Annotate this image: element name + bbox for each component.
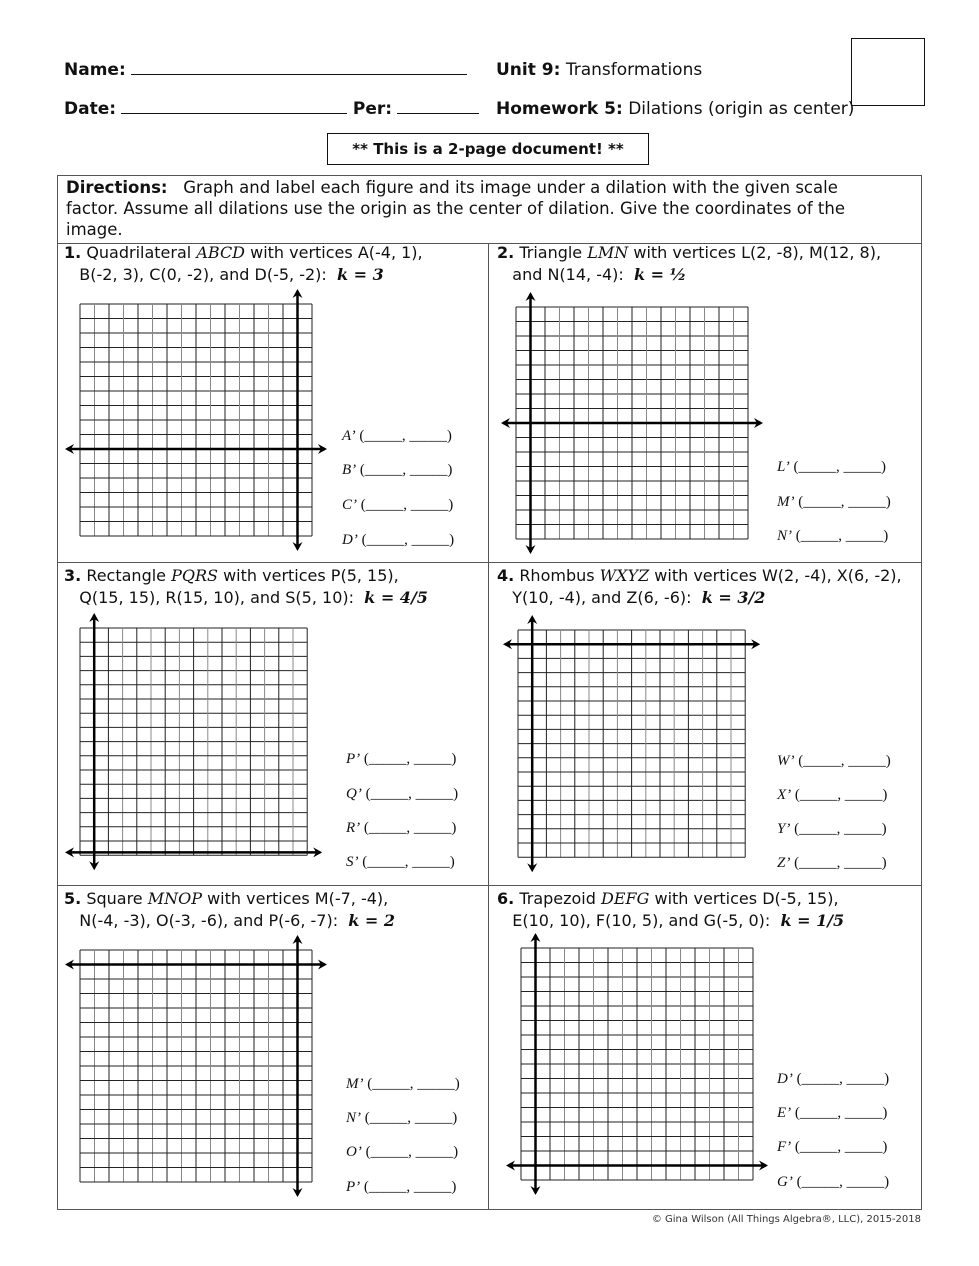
answer-5-2[interactable]: N’ (_____, _____) <box>346 1110 458 1126</box>
answer-5-1[interactable]: M’ (_____, _____) <box>346 1076 460 1092</box>
answer-4-4[interactable]: Z’ (_____, _____) <box>777 855 887 871</box>
coordinate-grid-2[interactable] <box>501 292 763 554</box>
coordinate-grid-5[interactable] <box>65 935 327 1197</box>
directions: Directions: Graph and label each figure and its image under a dilation with the given scale factor. Assume all dilations use the origin as the center of dilation. Give the coordinates of the image. <box>66 178 845 239</box>
score-box <box>851 38 925 106</box>
answer-6-1[interactable]: D’ (_____, _____) <box>777 1071 890 1087</box>
divider <box>488 243 489 1209</box>
answer-5-4[interactable]: P’ (_____, _____) <box>346 1179 457 1195</box>
divider <box>57 885 921 886</box>
answer-3-1[interactable]: P’ (_____, _____) <box>346 751 457 767</box>
coordinate-grid-4[interactable] <box>503 615 760 872</box>
answer-1-3[interactable]: C’ (_____, _____) <box>342 497 454 513</box>
problem-6-statement: 6. Trapezoid DEFG with vertices D(-5, 15), E(10, 10), F(10, 5), and G(-5, 0): k = 1/5 <box>497 889 845 930</box>
problem-1-statement: 1. Quadrilateral ABCD with vertices A(-4, 1), B(-2, 3), C(0, -2), and D(-5, -2): k = 3 <box>64 243 423 284</box>
problem-3-statement: 3. Rectangle PQRS with vertices P(5, 15), Q(15, 15), R(15, 10), and S(5, 10): k = 4/5 <box>64 566 428 607</box>
problem-5-statement: 5. Square MNOP with vertices M(-7, -4), N(-4, -3), O(-3, -6), and P(-6, -7): k = 2 <box>64 889 396 930</box>
name-line[interactable] <box>131 60 467 75</box>
answer-5-3[interactable]: O’ (_____, _____) <box>346 1144 459 1160</box>
homework-title: Homework 5: Dilations (origin as center) <box>496 99 855 119</box>
copyright: © Gina Wilson (All Things Algebra®, LLC), 2015-2018 <box>651 1214 921 1225</box>
coordinate-grid-3[interactable] <box>65 613 322 870</box>
date-field[interactable]: Date: Per: <box>64 99 479 119</box>
problem-2-statement: 2. Triangle LMN with vertices L(2, -8), M(12, 8), and N(14, -4): k = ½ <box>497 243 882 284</box>
answer-2-3[interactable]: N’ (_____, _____) <box>777 528 889 544</box>
problem-4-statement: 4. Rhombus WXYZ with vertices W(2, -4), X(6, -2), Y(10, -4), and Z(6, -6): k = 3/2 <box>497 566 902 607</box>
answer-1-2[interactable]: B’ (_____, _____) <box>342 462 453 478</box>
answer-4-1[interactable]: W’ (_____, _____) <box>777 753 891 769</box>
answer-2-1[interactable]: L’ (_____, _____) <box>777 459 887 475</box>
divider <box>57 562 921 563</box>
answer-3-4[interactable]: S’ (_____, _____) <box>346 854 455 870</box>
answer-4-3[interactable]: Y’ (_____, _____) <box>777 821 887 837</box>
notice-box: ** This is a 2-page document! ** <box>327 133 649 165</box>
answer-6-4[interactable]: G’ (_____, _____) <box>777 1174 890 1190</box>
answer-2-2[interactable]: M’ (_____, _____) <box>777 494 891 510</box>
answer-1-1[interactable]: A’ (_____, _____) <box>342 428 452 444</box>
name-field[interactable]: Name: <box>64 60 467 80</box>
answer-4-2[interactable]: X’ (_____, _____) <box>777 787 888 803</box>
answer-6-3[interactable]: F’ (_____, _____) <box>777 1139 888 1155</box>
per-line[interactable] <box>397 99 479 114</box>
coordinate-grid-6[interactable] <box>506 933 768 1195</box>
unit-title: Unit 9: Transformations <box>496 60 703 80</box>
answer-6-2[interactable]: E’ (_____, _____) <box>777 1105 888 1121</box>
answer-3-2[interactable]: Q’ (_____, _____) <box>346 786 459 802</box>
answer-1-4[interactable]: D’ (_____, _____) <box>342 532 455 548</box>
date-line[interactable] <box>121 99 347 114</box>
coordinate-grid-1[interactable] <box>65 289 327 551</box>
answer-3-3[interactable]: R’ (_____, _____) <box>346 820 457 836</box>
